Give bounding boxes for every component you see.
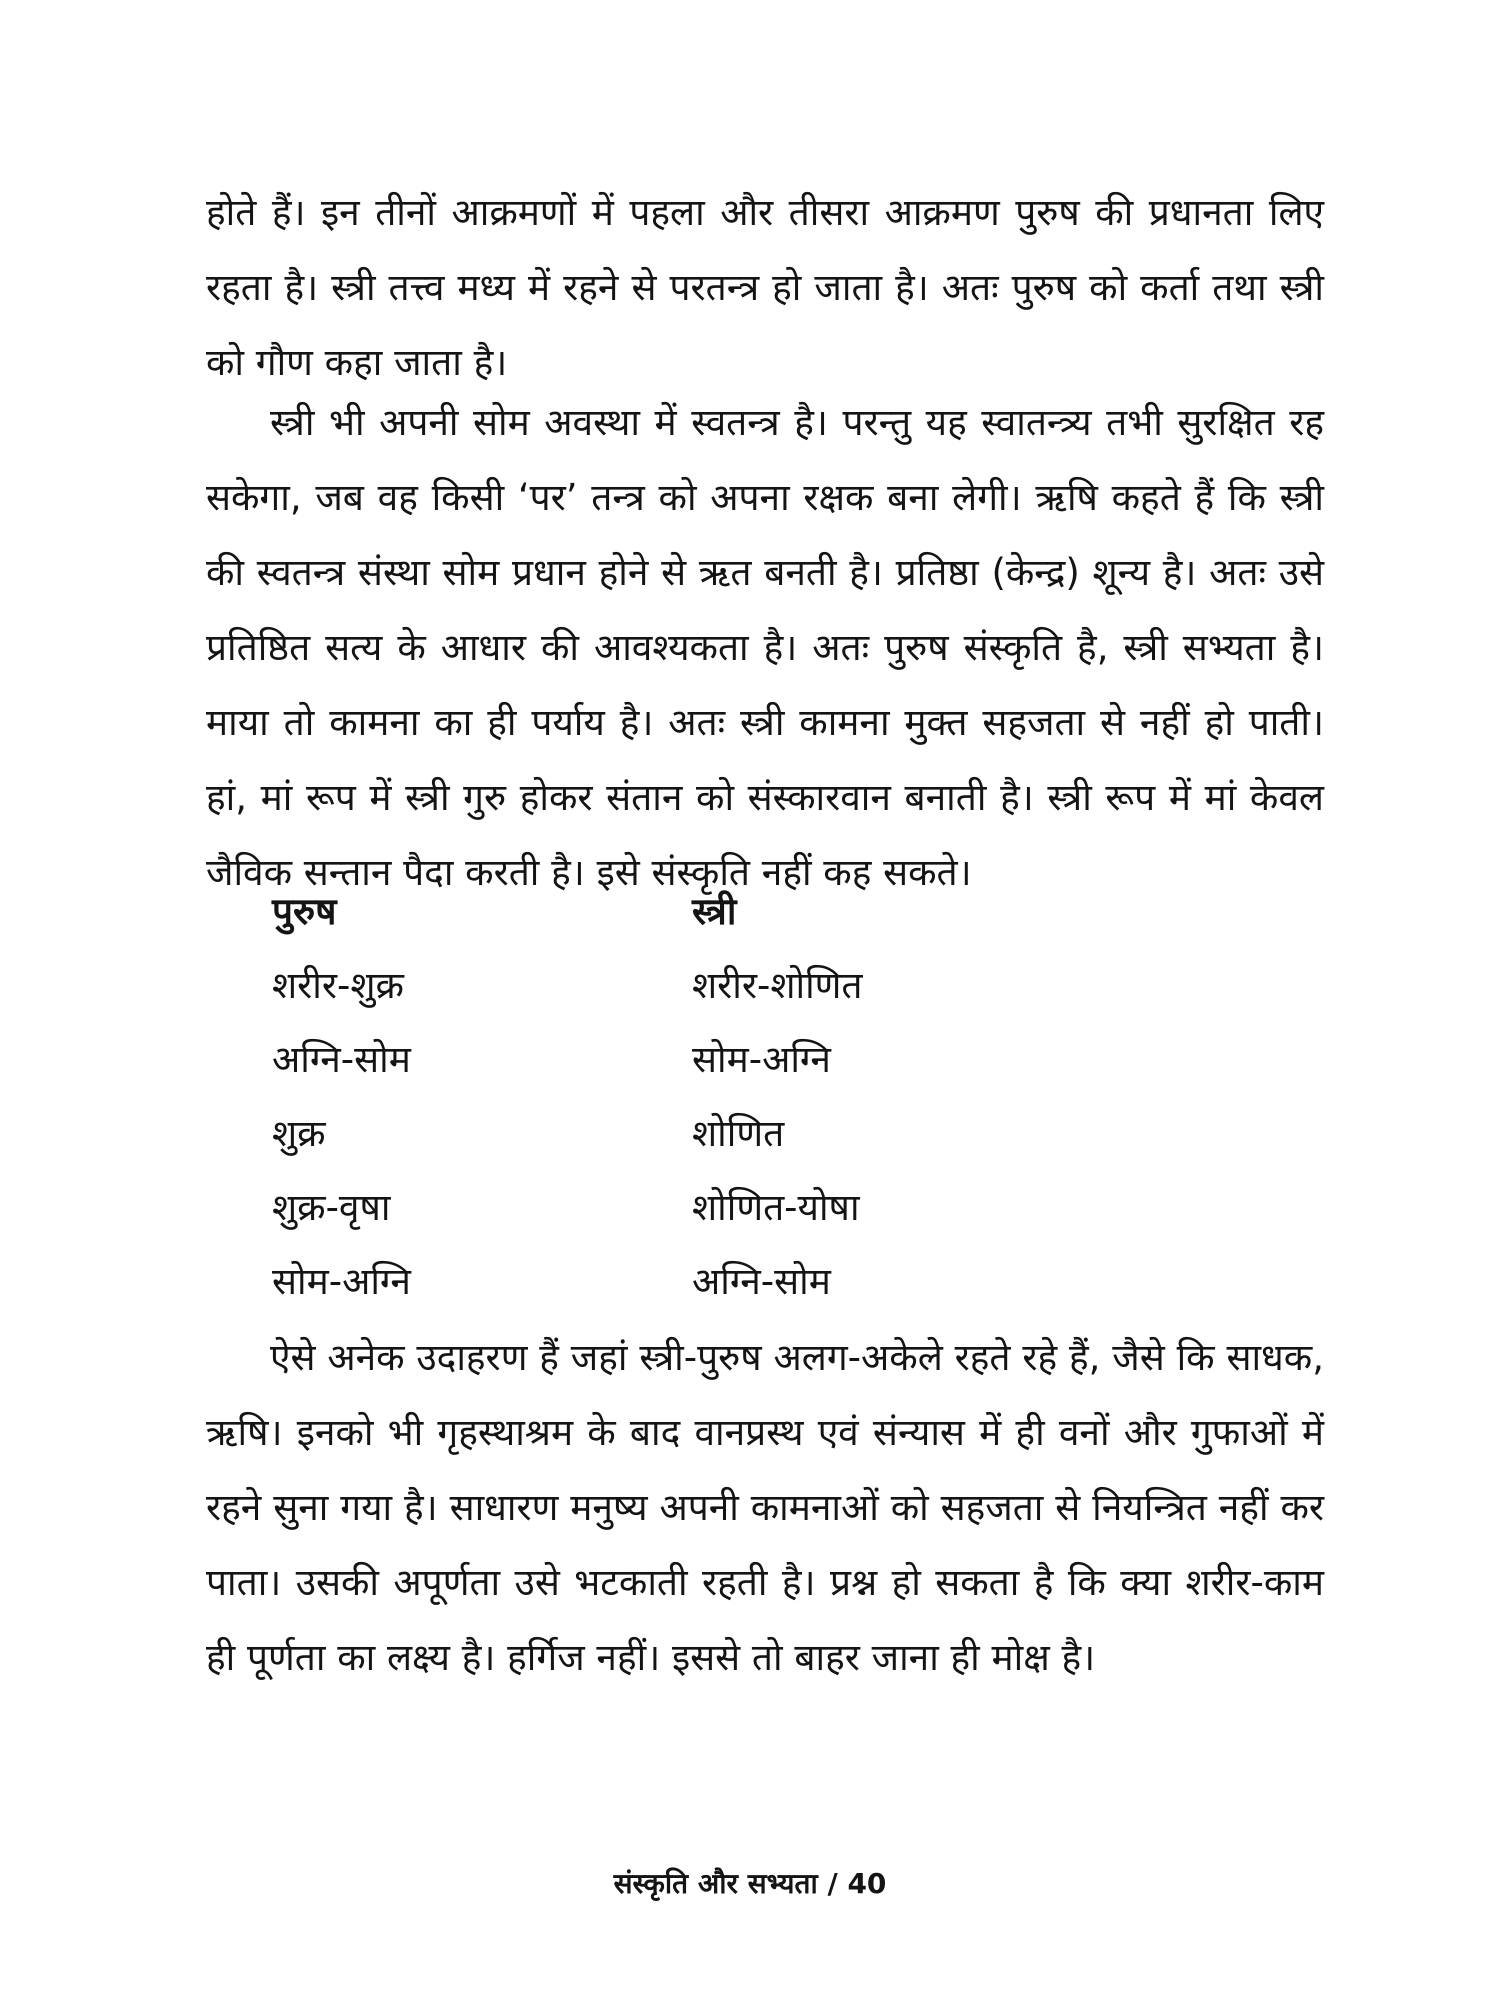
comparison-cell-purush: अग्नि-सोम [272,1038,411,1081]
paragraph-3: ऐसे अनेक उदाहरण हैं जहां स्त्री-पुरुष अलग-अकेले रहते रहे हैं, जैसे कि साधक, ऋषि। इनको भी गृहस्थाश्रम के बाद वानप्रस्थ एवं संन्यास में ही वनों और गुफाओं में रहने सुना गया है। साधारण मनुष्य अपनी कामनाओं को सहजता से नियन्त्रित नहीं कर पाता। उसकी अपूर्णता उसे भटकाती रहती है। प्रश्न हो सकता है कि क्या शरीर-काम ही पूर्णता का लक्ष्य है। हर्गिज नहीं। इससे तो बाहर जाना ही मोक्ष है। [206,1336,1324,1679]
paragraph-1: होते हैं। इन तीनों आक्रमणों में पहला और तीसरा आक्रमण पुरुष की प्रधानता लिए रहता है। स्त्री तत्त्व मध्य में रहने से परतन्त्र हो जाता है। अतः पुरुष को कर्ता तथा स्त्री को गौण कहा जाता है। [206,191,1324,384]
comparison-cell-stri: शरीर-शोणित [692,964,863,1007]
comparison-header-row [272,875,972,949]
paragraph-2: स्त्री भी अपनी सोम अवस्था में स्वतन्त्र है। परन्तु यह स्वातन्त्र्य तभी सुरक्षित रह सकेगा, जब वह किसी ‘पर’ तन्त्र को अपना रक्षक बना लेगी। ऋषि कहते हैं कि स्त्री की स्वतन्त्र संस्था सोम प्रधान होने से ऋत बनती है। प्रतिष्ठा (केन्द्र) शून्य है। अतः उसे प्रतिष्ठित सत्य के आधार की आवश्यकता है। अतः पुरुष संस्कृति है, स्त्री सभ्यता है। माया तो कामना का ही पर्याय है। अतः स्त्री कामना मुक्त सहजता से नहीं हो पाती। हां, मां रूप में स्त्री गुरु होकर संतान को संस्कारवान बनाती है। स्त्री रूप में मां केवल जैविक सन्तान पैदा करती है। इसे संस्कृति नहीं कह सकते। [206,401,1324,894]
comparison-cell-purush: शुक्र-वृषा [272,1186,391,1229]
comparison-cell-purush: शुक्र [272,1112,326,1155]
comparison-cell-stri: शोणित-योषा [692,1186,860,1229]
comparison-row [272,1245,972,1319]
comparison-cell-stri: सोम-अग्नि [692,1038,831,1081]
comparison-cell-stri: शोणित [692,1112,785,1155]
comparison-cell-purush: सोम-अग्नि [272,1260,411,1303]
comparison-row [272,1023,972,1097]
comparison-row [272,949,972,1023]
column-header-purush: पुरुष [272,890,337,933]
comparison-cell-stri: अग्नि-सोम [692,1260,831,1303]
comparison-cell-purush: शरीर-शुक्र [272,964,404,1007]
comparison-table [272,875,972,1319]
comparison-row [272,1097,972,1171]
comparison-row [272,1171,972,1245]
column-header-stri: स्त्री [692,890,737,933]
page-footer: संस्कृति और सभ्यता / 40 [613,1867,887,1900]
